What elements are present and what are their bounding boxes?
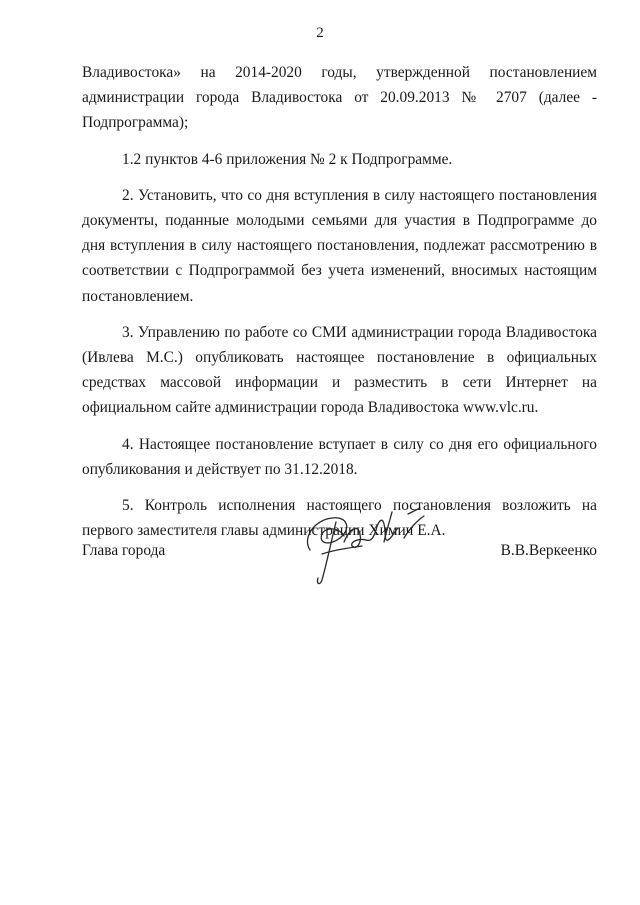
paragraph-subprogram-reference: Владивостока» на 2014-2020 годы, утвержденной постановлением администрации города Владивостока от 20.09.2013 № 2707 (далее - Подпрограмма); <box>82 64 597 132</box>
page-number: 2 <box>316 25 324 41</box>
signature-block <box>82 538 597 598</box>
signatory-name: В.В.Веркеенко <box>500 542 597 559</box>
paragraph-item-2: 2. Установить, что со дня вступления в силу настоящего постановления документы, поданные молодыми семьями для участия в Подпрограмме до дня вступления в силу настоящего постановления, подлежат рассмотрению в соответствии с Подпрограммой без учета изменений, вносимых настоящим постановлением. <box>82 186 597 305</box>
paragraph-item-4: 4. Настоящее постановление вступает в силу со дня его официального опубликования и действует по 31.12.2018. <box>82 435 597 478</box>
paragraph-item-1-2: 1.2 пунктов 4-6 приложения № 2 к Подпрограмме. <box>122 150 453 168</box>
signatory-title: Глава города <box>82 542 166 559</box>
handwritten-signature <box>292 498 432 588</box>
paragraph-item-3: 3. Управлению по работе со СМИ администрации города Владивостока (Ивлева М.С.) опубликовать настоящее постановление в официальных средствах массовой информации и разместить в сети Интернет на официальном сайте администрации города Владивостока www.vlc.ru. <box>82 323 597 417</box>
document-body <box>82 60 597 543</box>
paragraph-item-5: 5. Контроль исполнения настоящего постановления возложить на первого заместителя главы администрации Химич Е.А. <box>82 497 597 540</box>
